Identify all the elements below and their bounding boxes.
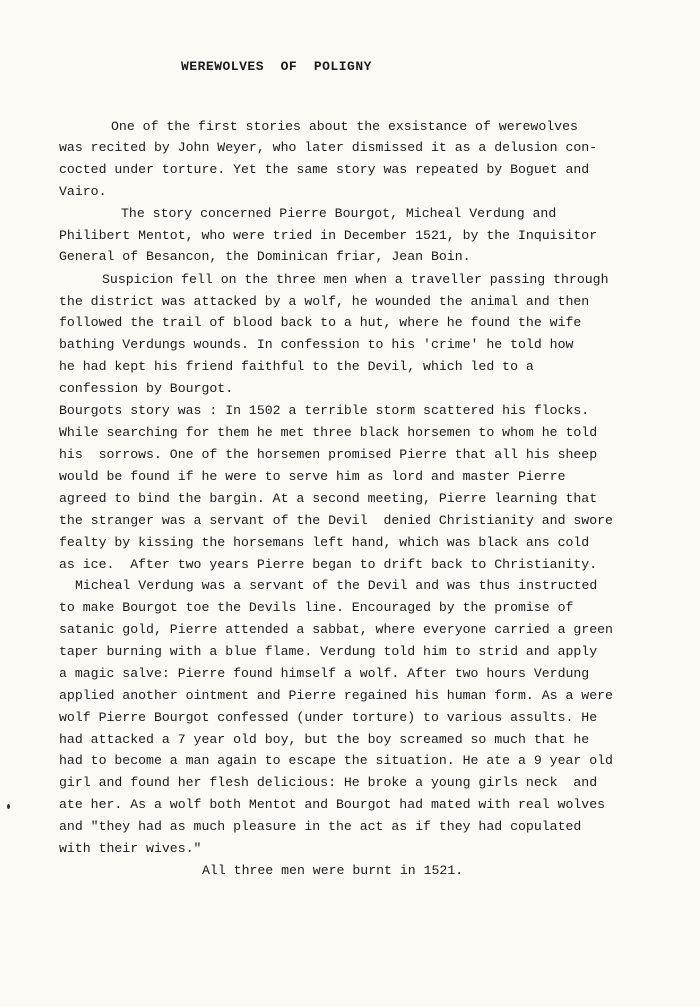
- text-line: a magic salve: Pierre found himself a wolf. After two hours Verdung: [59, 666, 590, 681]
- text-line: The story concerned Pierre Bourgot, Micheal Verdung and: [121, 206, 557, 221]
- text-line: While searching for them he met three black horsemen to whom he told: [59, 425, 598, 440]
- text-line: ate her. As a wolf both Mentot and Bourgot had mated with real wolves: [59, 797, 606, 812]
- text-line: his sorrows. One of the horsemen promised Pierre that all his sheep: [59, 447, 598, 462]
- text-line: was recited by John Weyer, who later dismissed it as a delusion con-: [59, 140, 598, 155]
- text-line: satanic gold, Pierre attended a sabbat, where everyone carried a green: [59, 622, 613, 637]
- text-line: Suspicion fell on the three men when a traveller passing through: [102, 272, 609, 287]
- text-line: to make Bourgot toe the Devils line. Encouraged by the promise of: [59, 600, 574, 615]
- text-line: All three men were burnt in 1521.: [202, 863, 464, 878]
- text-line: fealty by kissing the horsemans left hand, which was black ans cold: [59, 535, 590, 550]
- text-line: he had kept his friend faithful to the Devil, which led to a: [59, 359, 534, 374]
- text-line: Philibert Mentot, who were tried in December 1521, by the Inquisitor: [59, 228, 598, 243]
- text-line: cocted under torture. Yet the same story was repeated by Boguet and: [59, 162, 590, 177]
- text-line: One of the first stories about the exsistance of werewolves: [111, 119, 578, 134]
- text-line: girl and found her flesh delicious: He broke a young girls neck and: [59, 775, 598, 790]
- text-line: the district was attacked by a wolf, he wounded the animal and then: [59, 294, 590, 309]
- text-line: followed the trail of blood back to a hut, where he found the wife: [59, 315, 582, 330]
- text-line: agreed to bind the bargin. At a second meeting, Pierre learning that: [59, 491, 598, 506]
- text-line: bathing Verdungs wounds. In confession to his 'crime' he told how: [59, 337, 574, 352]
- text-line: Bourgots story was : In 1502 a terrible storm scattered his flocks.: [59, 403, 590, 418]
- text-line: taper burning with a blue flame. Verdung told him to strid and apply: [59, 644, 598, 659]
- text-line: the stranger was a servant of the Devil denied Christianity and swore: [59, 513, 613, 528]
- text-line: had to become a man again to escape the situation. He ate a 9 year old: [59, 753, 613, 768]
- text-line: as ice. After two years Pierre began to drift back to Christianity.: [59, 557, 598, 572]
- text-line: Micheal Verdung was a servant of the Devil and was thus instructed: [75, 578, 598, 593]
- text-line: had attacked a 7 year old boy, but the boy screamed so much that he: [59, 732, 590, 747]
- text-line: Vairo.: [59, 184, 107, 199]
- page-title: WEREWOLVES OF POLIGNY: [181, 59, 372, 74]
- text-line: applied another ointment and Pierre regained his human form. As a were: [59, 688, 613, 703]
- text-line: and "they had as much pleasure in the act as if they had copulated: [59, 819, 582, 834]
- text-line: would be found if he were to serve him as lord and master Pierre: [59, 469, 566, 484]
- text-line: General of Besancon, the Dominican friar, Jean Boin.: [59, 249, 471, 264]
- text-line: with their wives.": [59, 841, 202, 856]
- text-line: confession by Bourgot.: [59, 381, 234, 396]
- margin-speck: [7, 804, 10, 809]
- text-line: wolf Pierre Bourgot confessed (under torture) to various assults. He: [59, 710, 598, 725]
